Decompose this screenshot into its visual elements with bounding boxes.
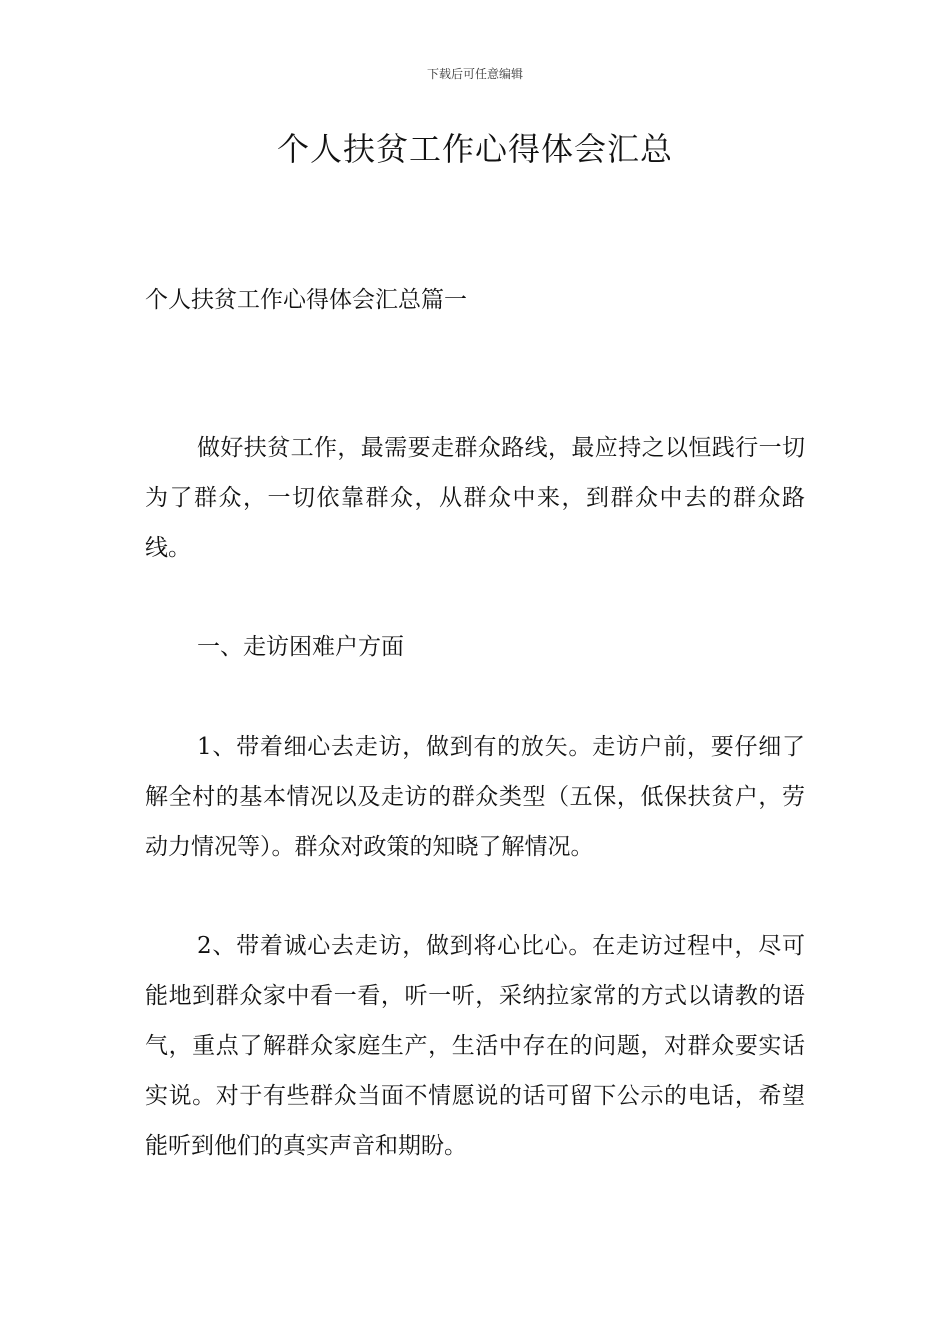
paragraph-intro: 做好扶贫工作，最需要走群众路线，最应持之以恒践行一切为了群众，一切依靠群众，从群众中来，到群众中去的群众路线。 <box>145 435 805 561</box>
header-note: 下载后可任意编辑 <box>426 67 523 81</box>
paragraph-item-2: 2、带着诚心去走访，做到将心比心。在走访过程中，尽可能地到群众家中看一看，听一听，采纳拉家常的方式以请教的语气，重点了解群众家庭生产，生活中存在的问题，对群众要实话实说。对于有些群众当面不情愿说的话可留下公示的电话，希望能听到他们的真实声音和期盼。 <box>145 933 805 1159</box>
section-heading: 个人扶贫工作心得体会汇总篇一 <box>145 287 467 313</box>
document-title: 个人扶贫工作心得体会汇总 <box>276 130 673 168</box>
paragraph-item-1: 1、带着细心去走访，做到有的放矢。走访户前，要仔细了解全村的基本情况以及走访的群众类型（五保，低保扶贫户，劳动力情况等）。群众对政策的知晓了解情况。 <box>145 734 805 860</box>
paragraph-subheading: 一、走访困难户方面 <box>197 634 404 660</box>
